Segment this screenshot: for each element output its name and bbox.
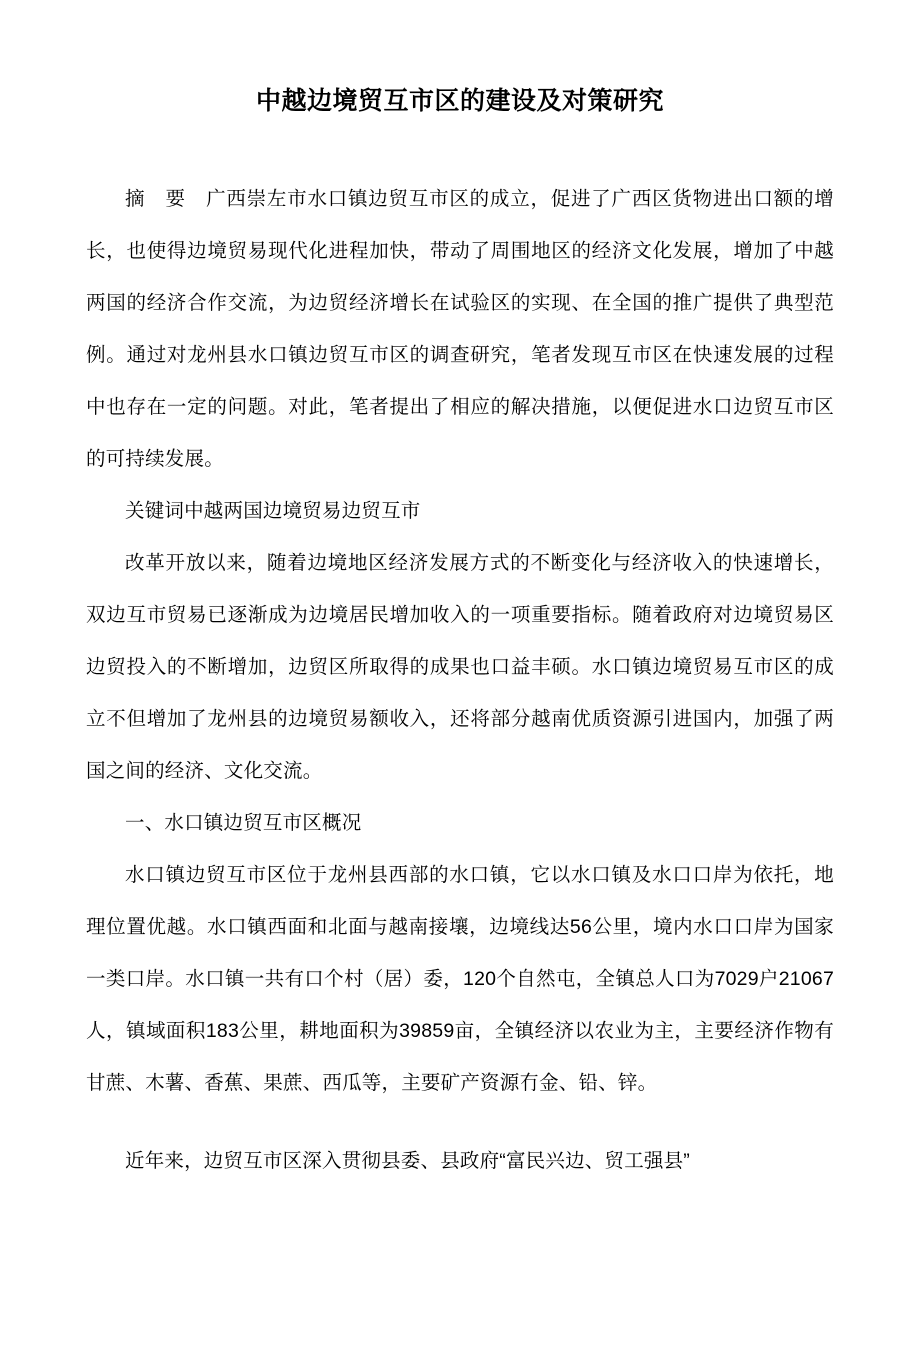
section-1-continuation: 近年来，边贸互市区深入贯彻县委、县政府“富民兴边、贸工强县” — [125, 1150, 690, 1172]
section-heading-1: 一、水口镇边贸互市区概况 — [125, 812, 362, 834]
introduction-paragraph: 改革开放以来，随着边境地区经济发展方式的不断变化与经济收入的快速增长，双边互市贸易已逐渐成为边境居民增加收入的一项重要指标。随着政府对边境贸易区边贸投入的不断增加，边贸区所取得的成果也口益丰硕。水口镇边境贸易互市区的成立不但增加了龙州县的边境贸易额收入，还将部分越南优质资源引进国内，加强了两国之间的经济、文化交流。 — [86, 552, 834, 782]
abstract-paragraph: 摘 要 广西崇左市水口镇边贸互市区的成立，促进了广西区货物进出口额的增长，也使得边境贸易现代化进程加快，带动了周围地区的经济文化发展，增加了中越两国的经济合作交流，为边贸经济增长在试验区的实现、在全国的推广提供了典型范例。通过对龙州县水口镇边贸互市区的调查研究，笔者发现互市区在快速发展的过程中也存在一定的问题。对此，笔者提出了相应的解决措施，以便促进水口边贸互市区的可持续发展。 — [86, 188, 834, 470]
page-title: 中越边境贸互市区的建设及对策研究 — [255, 87, 664, 115]
keywords-paragraph: 关键词中越两国边境贸易边贸互市 — [125, 500, 421, 522]
document-body — [86, 173, 834, 1187]
section-1-paragraph: 水口镇边贸互市区位于龙州县西部的水口镇，它以水口镇及水口口岸为依托，地理位置优越。水口镇西面和北面与越南接壤，边境线达56公里，境内水口口岸为国家一类口岸。水口镇一共有口个村（居）委，120个自然屯，全镇总人口为7029户21067人，镇域面积183公里，耕地面积为39859亩，全镇经济以农业为主，主要经济作物有甘蔗、木薯、香蕉、果蔗、西瓜等，主要矿产资源冇金、铅、锌。 — [86, 864, 834, 1094]
